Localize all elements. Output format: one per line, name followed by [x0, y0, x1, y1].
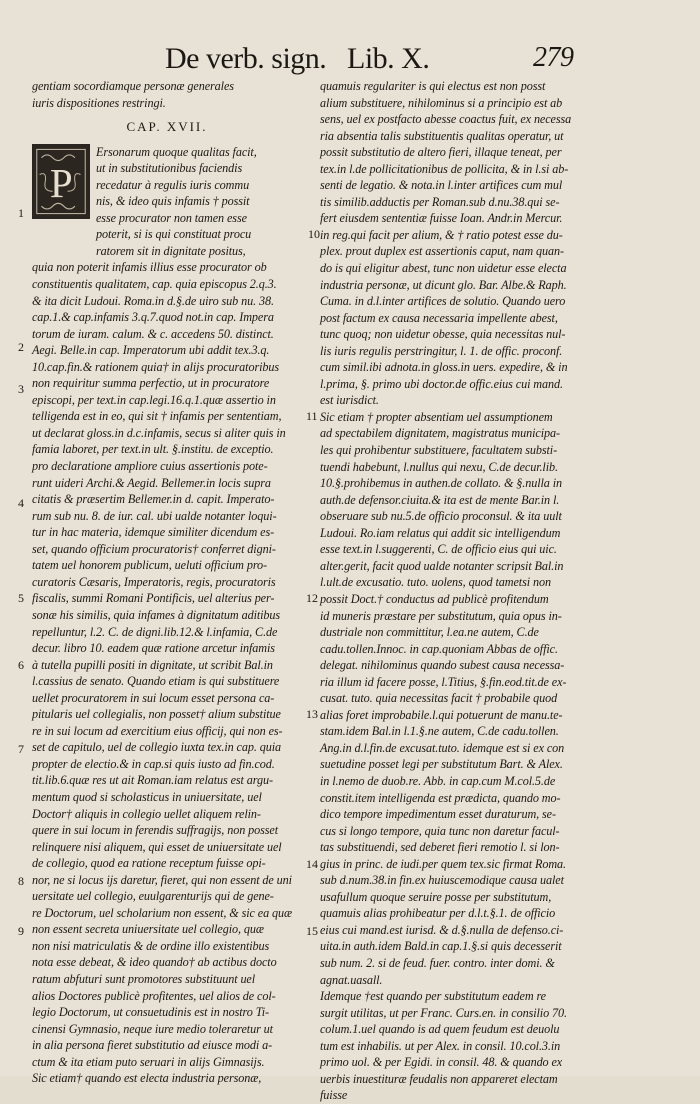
text-line: re Doctorum, uel scholarium non essent, & sic ea quæ: [32, 905, 293, 920]
margin-number: 13: [306, 707, 318, 721]
text-line: Sic etiam† quando est electa industria personæ,: [32, 1071, 262, 1086]
text-line: relinquere nisi aliquem, qui esset de uniuersitate uel: [32, 839, 282, 854]
text-line: 10.§.prohibemus in authen.de collato. & §.nulla in: [320, 476, 563, 491]
text-line: sonæ his similis, quia infames à dignitatum aditibus: [32, 607, 281, 622]
text-line: l.ult.de excusatio. tuto. uolens, quod tametsi non: [320, 575, 551, 590]
text-line: curatoris Cæsaris, Imperatoris, regis, procuratoris: [32, 574, 276, 589]
text-line: pro declaratione ampliore cuius assertionis pote-: [32, 459, 268, 474]
svg-text:P: P: [49, 159, 73, 206]
text-line: esse procurator non tamen esse: [96, 210, 247, 225]
text-line: ria illum id facere posse, l.Titius, §.fin.eod.tit.de ex-: [320, 674, 567, 689]
text-line: plex. prout duplex est assertionis caput, nam quan-: [320, 244, 564, 259]
text-line: ria absentia talis substituentis qualitas operatur, ut: [320, 128, 564, 143]
text-line: & ita dicit Ludoui. Roma.in d.§.de uiro sub nu. 38.: [32, 293, 274, 308]
text-line: gentiam socordiamque personæ generales: [32, 79, 234, 93]
text-line: colum.1.uel quando is ad quem feudum est deuolu: [320, 1022, 560, 1037]
left-column: [32, 78, 302, 1087]
text-line: constituentis qualitatem, cap. quia episcopus 2.q.3.: [32, 277, 277, 292]
text-line: cinensi Gymnasio, neque iure medio toleraretur ut: [32, 1021, 273, 1036]
text-line: poterit, si is qui constituat procu: [96, 227, 252, 242]
text-line: 10.cap.fin.& rationem quia† in alijs procuratoribus: [32, 359, 280, 374]
margin-number: 4: [18, 496, 24, 510]
margin-number: 2: [18, 340, 24, 354]
text-line: non essent secreta uniuersitate uel collegio, quæ: [32, 922, 264, 937]
decorated-initial-icon: [32, 144, 90, 219]
right-column: [320, 78, 595, 1104]
text-line: possit Doct.† conductus ad publicè profitendum: [320, 591, 549, 606]
text-line: Doctor† aliquis in collegio uellet aliquem relin-: [32, 806, 261, 821]
text-line: lis iuris regulis perstringitur, l. 1. de offic. proconf.: [320, 343, 563, 358]
text-line: set, quando officium procuratoris† conferret digni-: [32, 541, 276, 556]
text-line: tum est inhabilis. ut per Alex. in consil. 10.col.3.in: [320, 1038, 561, 1053]
text-line: pitularis uel collegialis, non posset† alium substitue: [32, 707, 281, 722]
text-line: tuendi habebunt, l.nullus qui nexu, C.de decur.lib.: [320, 459, 558, 474]
text-line: agnat.uasall.: [320, 972, 383, 987]
text-line: Ang.in d.l.fin.de excusat.tuto. idemque est si ex con: [320, 740, 565, 755]
text-line: alium substituere, nihilominus si a principio est ab: [320, 95, 563, 110]
text-line: dustriale non committitur, l.ea.ne autem, C.de: [320, 625, 539, 640]
margin-number: 15: [306, 924, 318, 938]
text-line: auth.de defensor.ciuita.& ita est de mente Bar.in l.: [320, 492, 560, 507]
text-line: repelluntur, l.2. C. de digni.lib.12.& l.infamia, C.de: [32, 624, 278, 639]
text-line: in l.nemo de duob.re. Abb. in cap.cum M.col.5.de: [320, 773, 556, 788]
text-line: uita.in auth.idem Bald.in cap.1.§.si quis decesserit: [320, 939, 562, 954]
text-line: uellet procuratorem in sui locum esset persona ca-: [32, 690, 275, 705]
text-line: do is qui eligitur abest, tunc non uidetur esse electa: [320, 261, 567, 276]
book-number: Lib. X.: [347, 42, 430, 75]
margin-number: 12: [306, 591, 318, 605]
page-number: 279: [533, 42, 574, 73]
text-line: alios Doctores publicè profitentes, uel alios de col-: [32, 988, 276, 1003]
text-line: eius cui mand.est iurisd. & d.§.nulla de defenso.ci-: [320, 922, 564, 937]
text-line: id muneris præstare per substitutum, quia opus in-: [320, 608, 562, 623]
text-line: gius in princ. de iudi.per quem tex.sic firmat Roma.: [320, 856, 566, 871]
text-line: ratum abfuturi sunt promotores substituunt uel: [32, 971, 256, 986]
text-line: les qui prohibentur substituere, facultatem substi-: [320, 443, 558, 458]
text-line: episcopi, per text.in cap.legi.16.q.1.quæ assertio in: [32, 392, 276, 407]
text-line: constit.item intelligenda est prædicta, quando mo-: [320, 790, 561, 805]
text-line: ut declarat gloss.in d.c.infamis, secus si aliter quis in: [32, 425, 286, 440]
text-line: Idemque †est quando per substitutum eadem re: [320, 989, 546, 1004]
text-line: Sic etiam † propter absentiam uel assumptionem: [320, 409, 553, 424]
text-line: ad spectabilem dignitatem, magistratus municipa-: [320, 426, 560, 441]
text-line: usafullum quoque seruire posse per substitutum,: [320, 889, 552, 904]
text-line: sens, uel ex postfacto abesse coactus fuit, ex necessa: [320, 112, 572, 127]
text-line: tis similib.adductis per Roman.sub d.nu.38.qui se-: [320, 194, 560, 209]
text-line: alter.gerit, facit quod ualde notanter scripsit Bal.in: [320, 558, 564, 573]
text-line: tas substituendi, sed deberet fieri remotio l. si lon-: [320, 840, 560, 855]
chapter-heading: CAP. XVII.: [126, 119, 208, 135]
text-line: senti de legatio. & nota.in l.inter artifices cum mul: [320, 178, 563, 193]
margin-number: 14: [306, 857, 318, 871]
text-line: runt uideri Archi.& Aegid. Bellemer.in locis supra: [32, 475, 271, 490]
text-line: rum sub nu. 8. de iur. cal. ubi ualde notanter loqui-: [32, 508, 277, 523]
text-line: legio Doctorum, ut consuetudinis est in nostro Ti-: [32, 1005, 269, 1020]
text-line: tit.lib.6.quæ res ut ait Roman.iam relatus est argu-: [32, 773, 273, 788]
margin-number: 5: [18, 591, 24, 605]
text-line: propter de electio.& in cap.si quis iusto ad fin.cod.: [32, 756, 275, 771]
text-line: tex.in l.de pollicitationibus de pollicita, & in l.si ab-: [320, 161, 569, 176]
text-line: surgit utilitas, ut per Franc. Curs.en. in consilio 70.: [320, 1005, 567, 1020]
text-line: fuisse: [320, 1088, 348, 1103]
text-line: primo uol. & per Egidi. in consil. 48. & quando ex: [320, 1055, 563, 1070]
text-line: decur. libro 10. eadem quæ ratione arcetur infamis: [32, 641, 275, 656]
text-line: torum de iuram. calum. & c. accedens 50. distinct.: [32, 326, 274, 341]
text-line: obseruare sub nu.5.de officio proconsul. & ita uult: [320, 509, 562, 524]
text-line: cus si longo tempore, quia tunc non daretur facul-: [320, 823, 560, 838]
text-line: nota esse debeat, & ideo quando† ab actibus docto: [32, 955, 277, 970]
text-line: dico tempore impedimentum esset duraturum, se-: [320, 807, 556, 822]
margin-number: 8: [18, 874, 24, 888]
text-line: re in sui locum ad exercitium eius officij, qui non es-: [32, 723, 283, 738]
margin-number: 9: [18, 924, 24, 938]
text-line: famia laboret, per text.in ult. §.institu. de exceptio.: [32, 442, 274, 457]
text-line: est iurisdict.: [320, 393, 379, 408]
text-line: fiscalis, summi Romani Pontificis, uel alterius per-: [32, 591, 275, 606]
text-line: ctum & ita etiam puto seruari in alijs Gimnasijs.: [32, 1054, 265, 1069]
ornament-initial-p-icon: [34, 146, 88, 217]
right-body-text: [320, 78, 595, 1104]
text-line: suetudine posset legi per substitutum Bart. & Alex.: [320, 757, 563, 772]
margin-number: 1: [18, 206, 24, 220]
drop-cap-block: [32, 144, 302, 260]
text-line: recedatur à regulis iuris commu: [96, 177, 250, 192]
text-line: non requiritur summa perfectio, ut in procuratore: [32, 376, 270, 391]
text-line: cum simil.ibi adnota.in gloss.in uers. expedire, & in: [320, 360, 568, 375]
text-line: de collegio, quod ea ratione receptum fuisse opi-: [32, 856, 266, 871]
text-line: Ersonarum quoque qualitas facit,: [96, 144, 257, 159]
text-line: tunc quoq; non uidetur obesse, quia necessitas nul-: [320, 327, 566, 342]
text-line: l.cassius de senato. Quando etiam is qui substituere: [32, 674, 280, 689]
text-line: nis, & ideo quis infamis † possit: [96, 194, 250, 209]
text-line: in alia persona fieret substitutio ad eiusce modi a-: [32, 1038, 273, 1053]
text-line: stam.idem Bal.in l.1.§.ne autem, C.de cadu.tollen.: [320, 724, 559, 739]
text-line: Aegi. Belle.in cap. Imperatorum ubi addit tex.3.q.: [32, 343, 270, 358]
text-line: mentum quod si scholasticus in uniuersitate, uel: [32, 789, 262, 804]
text-line: tatem uel honorem publicum, ueluti officium pro-: [32, 558, 267, 573]
text-line: set de capitulo, uel de collegio iuxta tex.in cap. quia: [32, 740, 282, 755]
text-line: tur in hac materia, idemque similiter dicendum es-: [32, 525, 275, 540]
text-line: uerbis inuestituræ feudalis non appareret electam: [320, 1071, 558, 1086]
running-title: De verb. sign.: [165, 42, 327, 75]
page-header: [165, 42, 605, 76]
text-line: ratorem sit in dignitate positus,: [96, 243, 246, 258]
text-line: delegat. nihilominus quando subest causa necessa-: [320, 658, 565, 673]
text-line: ut in substitutionibus faciendis: [96, 161, 243, 176]
text-line: sub d.num.38.in fin.ex huiuscemodique causa ualet: [320, 873, 564, 888]
text-line: cusat. tuto. quia necessitas facit † probabile quod: [320, 691, 558, 706]
text-line: telligenda est in eo, qui sit † infamis per sententiam,: [32, 409, 282, 424]
text-line: possit substitutio de altero fieri, illaque teneat, per: [320, 145, 562, 160]
text-line: l.prima, §. primo ubi doctor.de offic.eius cui mand.: [320, 376, 563, 391]
margin-number: 11: [306, 409, 318, 423]
text-line: Cuma. in d.l.inter artifices de solutio. Quando uero: [320, 294, 566, 309]
text-line: non nisi matriculatis & de ordine illo existentibus: [32, 938, 270, 953]
text-line: in reg.qui facit per alium, & † ratio potest esse du-: [320, 227, 563, 242]
margin-number: 6: [18, 658, 24, 672]
margin-number: 7: [18, 742, 24, 756]
text-line: nor, ne si locus ijs daretur, fieret, qui non essent de uni: [32, 872, 292, 887]
text-line: quamuis alias prohibeatur per d.l.t.§.1. de officio: [320, 906, 556, 921]
text-line: cadu.tollen.Innoc. in cap.quoniam Abbas de offic.: [320, 641, 558, 656]
text-line: post factum ex causa necessaria impellente abest,: [320, 310, 558, 325]
text-line: à tutella pupilli positi in dignitate, ut scribit Bal.in: [32, 657, 273, 672]
text-line: fert eiusdem sententiæ fuisse Ioan. Andr.in Mercur.: [320, 211, 563, 226]
text-line: sub num. 2. si de feud. fuer. contro. inter domi. &: [320, 955, 555, 970]
text-line: citatis & præsertim Bellemer.in d. capit. Imperato-: [32, 492, 275, 507]
margin-number: 3: [18, 382, 24, 396]
text-line: industria personæ, ut dicunt glo. Bar. Albe.& Raph.: [320, 277, 567, 292]
text-line: iuris dispositiones restringi.: [32, 95, 166, 110]
left-body-text: [32, 259, 302, 1086]
text-line: alias foret improbabile.l.qui potuerunt de manu.te-: [320, 707, 563, 722]
text-line: quamuis regulariter is qui electus est non posst: [320, 79, 546, 93]
text-line: quia non poterit infamis illius esse procurator ob: [32, 260, 267, 275]
text-line: Ludoui. Ro.iam relatus qui addit sic intelligendum: [320, 525, 561, 540]
text-line: cap.1.& cap.infamis 3.q.7.quod not.in cap. Impera: [32, 310, 274, 325]
text-line: uersitate uel collegio, euulgarenturijs qui de gene-: [32, 889, 274, 904]
text-line: esse text.in l.suggerenti, C. de officio eius qui uic.: [320, 542, 557, 557]
text-line: quere in sui locum in ferendis suffragijs, non posset: [32, 823, 279, 838]
margin-number: 10: [308, 227, 320, 241]
